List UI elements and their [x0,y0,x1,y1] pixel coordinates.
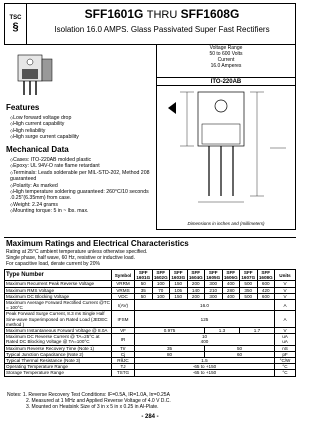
param-cell: Typical Thermal Resistance (Note 3) [5,358,112,364]
value-cell: 500 [240,293,258,299]
param-cell: Maximum RMS Voltage [5,287,112,293]
col-part-header: SFF 1603G [171,270,186,281]
param-cell: Maximum Average Forward Rectified Current @TC = 100°C [6,300,110,311]
value-cell: -65 to +150 [135,364,275,370]
spec-line: 50 to 600 Volts [209,51,243,57]
feature-item: ◇ High current capability [10,121,79,127]
value-cell: 150 [170,293,188,299]
unit-cell: pF [275,351,296,357]
ratings-table [4,269,296,377]
datasheet-page [4,3,296,422]
mechanical-item: ◇ Cases: ITO-220AB molded plastic [10,157,150,163]
package-label: ITO-220AB [156,77,296,86]
logo-text: TSC [9,15,22,21]
col-units-header: Units [275,270,296,281]
value-cell: 125 [135,311,275,328]
ratings-divider [4,237,296,238]
col-part-header: SFF 1607G [241,270,256,281]
value-cell: 1.3 [205,328,240,334]
unit-cell: V [275,287,296,293]
value-cell: 60 [205,351,275,357]
unit-cell: °C [275,370,296,376]
symbol-cell: VRRM [112,281,135,287]
company-logo [5,4,27,44]
value-cell: 400 [222,293,240,299]
mechanical-heading: Mechanical Data [6,145,69,154]
table-body [5,281,296,376]
feature-item: ◇ Low forward voltage drop [10,115,79,121]
mechanical-item: ◇ Mounting torque: 5 in ~ lbs. max. [10,208,150,214]
value-cell: 1.7 [240,328,275,334]
value-cell: 350 [240,287,258,293]
mechanical-item: ◇ Epoxy: UL 94V-O rate flame retardant [10,163,150,169]
table-row [5,311,296,328]
value-cell: 200 [187,281,205,287]
symbol-cell: I(AV) [112,300,135,311]
value-cell: 280 [222,287,240,293]
value-cell: 80 [135,351,205,357]
unit-cell: A [275,311,296,328]
col-part-header: SFF 1604G [188,270,203,281]
param-cell: Maximum Reverse Recovery Time (Note 1) [5,345,112,351]
spec-line: 16.0 Amperes [210,63,242,69]
title-part-start: SFF1601G [84,7,144,21]
value-cell: 50 [205,345,275,351]
value-cell: 300 [205,293,223,299]
value-line: 400 [200,339,209,345]
title-thru: THRU [146,9,178,21]
value-cell: 16.0 [135,300,275,311]
param-cell: Storage Temperature Range [5,370,112,376]
param-cell: Maximum Recurrent Peak Reverse Voltage [5,281,112,287]
value-cell: 400 [222,281,240,287]
footnote: 2. Measured at 1 MHz and Applied Reverse Voltage of 4.0 V D.C. [26,398,171,404]
symbol-cell: IR [112,334,135,345]
unit-cell: V [275,293,296,299]
symbol-cell: IFSM [112,311,135,328]
value-cell: 0.975 [135,328,205,334]
features-list [10,115,79,141]
ratings-note: For capacitive load, derate current by 20% [6,261,100,267]
feature-item: ◇ High reliability [10,128,79,134]
symbol-cell: Cj [112,351,135,357]
mechanical-item: ◇ Weight: 2.24 grams [10,202,150,208]
mechanical-item: ◇ Terminals: Leads solderable per MIL-STD-202, Method 208 guaranteed [10,170,150,183]
col-type-header: Type Number [5,270,112,281]
ratings-heading: Maximum Ratings and Electrical Characteristics [6,239,189,248]
value-line: 10 [201,334,208,340]
ratings-notes [6,249,147,267]
unit-cell: V [275,281,296,287]
value-cell: 50 [135,281,153,287]
symbol-cell: VF [112,328,135,334]
dimension-note: Dimensions in inches and (millimeters) [187,221,265,226]
value-cell: 150 [170,281,188,287]
value-cell: 420 [257,287,275,293]
table-row [5,370,296,376]
table-row [5,300,296,311]
value-cell: 140 [187,287,205,293]
value-cell [135,334,275,345]
value-cell: 300 [205,281,223,287]
value-cell: 70 [152,287,170,293]
value-cell: 35 [135,345,205,351]
value-cell: 200 [187,293,205,299]
symbol-cell: TSTG [112,370,135,376]
unit-cell: A [275,300,296,311]
col-part-header: SFF 1602G [153,270,168,281]
package-photo [12,51,60,99]
footnotes [7,392,171,410]
spec-line: Current [217,57,235,63]
param-cell: Maximum DC Blocking Voltage [5,293,112,299]
symbol-cell: RθJC [112,358,135,364]
ratings-note: Single phase, half wave, 60 Hz, resistive or inductive load. [6,255,135,261]
unit-cell: V [275,328,296,334]
value-cell: 1.5 [135,358,275,364]
table-header-row [5,270,296,281]
value-cell: -65 to +150 [135,370,275,376]
value-cell: 500 [240,281,258,287]
footnote: 3. Mounted on Heatsink Size of 3 in x 5 in x 0.25 in Al-Plate. [26,404,159,410]
unit-line: uA [282,334,288,340]
col-part-header: SFF 1606G [223,270,238,281]
feature-item: ◇ High surge current capability [10,134,79,140]
ratings-note: Rating at 25°C ambient temperature unless otherwise specified. [6,249,148,255]
unit-cell: °C/W [275,358,296,364]
col-part-header: SFF 1601G [136,270,151,281]
symbol-cell: TJ [112,364,135,370]
unit-line: uA [282,339,288,345]
page-title [29,7,295,21]
page-subtitle: Isolation 16.0 AMPS. Glass Passivated Super Fast Rectifiers [54,25,270,34]
header [4,3,296,45]
param-cell: Maximum DC Reverse Current @ TA=25°C at Rated DC Blocking Voltage @ TA=100°C [5,334,112,345]
value-cell: 600 [257,293,275,299]
unit-cell: °C [275,364,296,370]
footnote: Notes: 1. Reverse Recovery Test Conditions: IF=0.5A, IR=1.0A, Irr=0.25A [7,392,170,398]
col-symbol-header: Symbol [112,270,135,281]
table-row [5,334,296,345]
value-cell: 50 [135,293,153,299]
mechanical-item: ◇ High temperature soldering guaranteed: 260°C/10 seconds .0.25"(6.35mm) from case. [10,189,150,202]
param-cell: Typical Junction Capacitance (Note 2) [5,351,112,357]
value-cell: 100 [152,293,170,299]
spec-line: Voltage Range [209,45,243,51]
package-outline-drawing [160,88,292,220]
mechanical-list [10,157,150,215]
symbol-cell: VRMS [112,287,135,293]
logo-mark-icon: § [12,21,19,33]
col-part-header: SFF 1608G [258,270,273,281]
param-cell: Operating Temperature Range [5,364,112,370]
mechanical-item: ◇ Polarity: As marked [10,183,150,189]
value-cell: 600 [257,281,275,287]
features-heading: Features [6,103,40,112]
param-cell: Maximum Instantaneous Forward Voltage @ 8.0A [5,328,112,334]
symbol-cell: VDC [112,293,135,299]
value-cell: 100 [152,281,170,287]
title-part-end: SFF1608G [180,7,240,21]
value-cell: 35 [135,287,153,293]
unit-cell: nS [275,345,296,351]
spec-lines [156,45,296,69]
value-cell: 210 [205,287,223,293]
unit-cell [275,334,296,345]
param-cell: Peak Forward Surge Current, 8.3 ms Single Half Sine-wave Superimposed on Rated Load (JEDEC method ) [5,311,112,328]
symbol-cell: Trr [112,345,135,351]
col-part-header: SFF 1605G [206,270,221,281]
page-number: - 284 - [141,414,159,420]
value-cell: 105 [170,287,188,293]
